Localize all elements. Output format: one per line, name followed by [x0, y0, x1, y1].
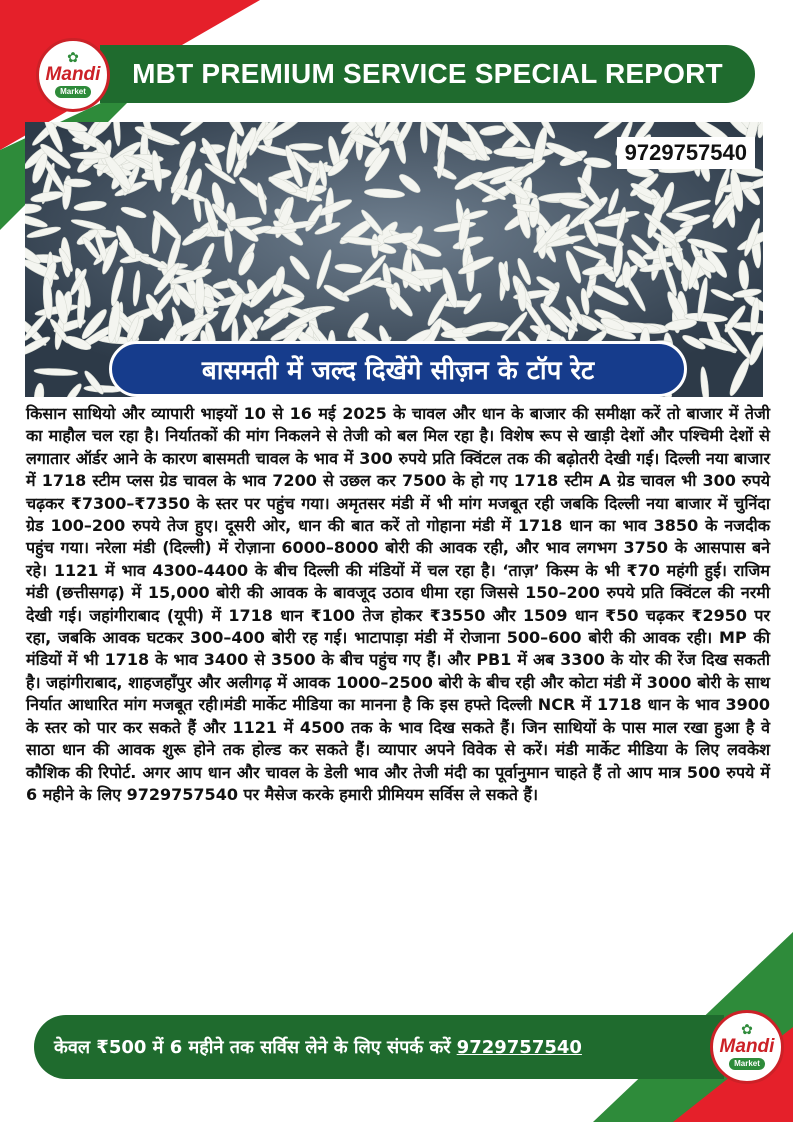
- footer-text: केवल ₹500 में 6 महीने तक सर्विस लेने के लिए संपर्क करें: [54, 1037, 451, 1058]
- article-body: किसान साथियो और व्यापारी भाइयों 10 से 16 मई 2025 के चावल और धान के बाजार की समीक्षा करें तो बाजार में तेजी का माहौल चल रहा है। निर्यातकों की मांग निकलने से तेजी को बल मिल रहा है। विशेष रूप से खाड़ी देशों और पश्चिमी देशों से लगातार ऑर्डर आने के कारण बासमती चावल के भाव में 300 रुपये प्रति क्विंटल तक की बढ़ोतरी देखी गई। दिल्ली नया बाजार में 1718 स्टीम प्लस ग्रेड चावल के भाव 7200 से उछल कर 7500 के हो गए 1718 स्टीम A ग्रेड चावल भी 300 रुपये चढ़कर ₹7300–₹7350 के स्तर पर पहुंच गया। अमृतसर मंडी में भी मांग मजबूत रही जबकि दिल्ली नया बाजार में चुनिंदा ग्रेड 100–200 रुपये तेज हुए। दूसरी ओर, धान की बात करें तो गोहाना मंडी में 1718 धान का भाव 3850 के नजदीक पहुंच गया। नरेला मंडी (दिल्ली) में रोज़ाना 6000–8000 बोरी की आवक रही, और भाव लगभग 3750 के आसपास बने रहे। 1121 में भाव 4300-4400 के बीच दिल्ली की मंडियों में चल रहा है। ‘ताज़’ किस्म के भी ₹70 महंगी हुई। राजिम मंडी (छत्तीसगढ़) में 15,000 बोरी की आवक के बावजूद उठाव धीमा रहा जिससे 150–200 रुपये प्रति क्विंटल की नरमी देखी गई। जहांगीराबाद (यूपी) में 1718 धान ₹100 तेज होकर ₹3550 और 1509 धान ₹50 चढ़कर ₹2950 पर रहा, जबकि आवक घटकर 300–400 बोरी रह गई। भाटापाड़ा मंडी में रोजाना 500–600 बोरी की आवक रही। MP की मंडियों में भी 1718 के भाव 3400 से 3500 के बीच पहुंच गए हैं। और PB1 में अब 3300 के योर की रेंज दिख सकती है। जहांगीराबाद, शाहजहाँपुर और अलीगढ़ में आवक 1000–2500 बोरी के बीच रही और कोटा मंडी में 3000 बोरी के साथ निर्यात आधारित मांग मजबूत रही।मंडी मार्केट मीडिया का मानना है कि इस हफ्ते दिल्ली NCR में 1718 धान के भाव 3900 के स्तर को पार कर सकते हैं और 1121 में 4500 तक के भाव दिख सकते हैं। जिन साथियों के पास माल रखा हुआ है वे साठा धान की आवक शुरू होने तक होल्ड कर सकते हैं। व्यापार अपने विवेक से करें। मंडी मार्केट मीडिया के लिए लवकेश कौशिक की रिपोर्ट. अगर आप धान और चावल के डेली भाव और तेजी मंदी का पूर्वानुमान चाहते हैं तो आप मात्र 500 रुपये में 6 महीने के लिए 9729757540 पर मैसेज करके हमारी प्रीमियम सर्विस ले सकते हैं।: [26, 404, 770, 804]
- mandi-market-logo: [36, 38, 110, 112]
- logo-sub-footer: Market: [729, 1058, 765, 1070]
- logo-brand: Mandi: [45, 64, 101, 85]
- leaf-icon: ✿: [741, 1022, 753, 1038]
- footer-phone-link[interactable]: 9729757540: [456, 1036, 582, 1058]
- photo-phone-number: 9729757540: [617, 137, 755, 169]
- headline-text: बासमती में जल्द दिखेंगे सीज़न के टॉप रेट: [201, 356, 595, 386]
- footer-bar: [34, 1015, 724, 1079]
- mandi-market-logo-footer: [710, 1010, 784, 1084]
- logo-sub: Market: [55, 86, 91, 98]
- header-bar: [100, 45, 755, 103]
- logo-brand-footer: Mandi: [719, 1036, 775, 1057]
- headline-banner: [109, 341, 687, 397]
- leaf-icon: ✿: [67, 50, 79, 66]
- rice-grain: [494, 147, 537, 156]
- rice-grain: [622, 262, 630, 288]
- header-title: MBT PREMIUM SERVICE SPECIAL REPORT: [132, 58, 723, 89]
- rice-grain: [372, 234, 379, 258]
